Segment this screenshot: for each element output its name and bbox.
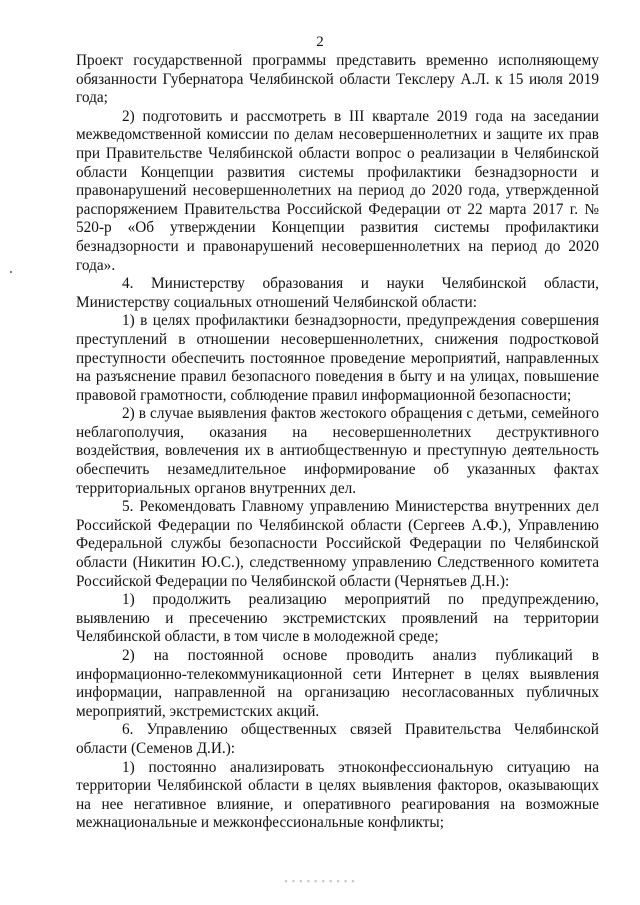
paragraph-point-4-item-2: 2) в случае выявления фактов жестокого обращения с детьми, семейного неблагополучия, оказания на несовершеннолетних деструктивного воздействия, вовлечения их в антиобщественную и преступную деятельность обеспечить незамедлительное информирование об указанных фактах территориальных органов внутренних дел. xyxy=(76,405,599,497)
footer-faint-stamp: ▪ ▪ ▪ ▪ ▪ ▪ ▪ ▪ ▪ ▪ xyxy=(284,876,356,886)
page-number: 2 xyxy=(316,34,324,50)
paragraph-point-5: 5. Рекомендовать Главному управлению Министерства внутренних дел Российской Федерации по Челябинской области (Сергеев А.Ф.), Управлению Федеральной службы безопасности Российской Федерации по Челябинской области (Никитин Ю.С.), следственному управлению Следственного комитета Российской Федерации по Челябинской области (Чернятьев Д.Н.): xyxy=(76,498,599,590)
paragraph-point-5-item-1: 1) продолжить реализацию мероприятий по предупреждению, выявлению и пресечению экстремистских проявлений на территории Челябинской области, в том числе в молодежной среде; xyxy=(76,591,599,646)
paragraph-item-2-podgotovit: 2) подготовить и рассмотреть в III квартале 2019 года на заседании межведомственной комиссии по делам несовершеннолетних и защите их прав при Правительстве Челябинской области вопрос о реализации в Челябинской области Концепции развития системы профилактики безнадзорности и правонарушений несовершеннолетних на период до 2020 года, утвержденной распоряжением Правительства Российской Федерации от 22 марта 2017 г. № 520-р «Об утверждении Концепции развития системы профилактики безнадзорности и правонарушений несовершеннолетних на период до 2020 года». xyxy=(76,107,599,274)
paragraph-point-6-item-1: 1) постоянно анализировать этноконфессиональную ситуацию на территории Челябинской области в целях выявления факторов, оказывающих на нее негативное влияние, и оперативного реагирования на возможные межнациональные и межконфессиональные конфликты; xyxy=(76,758,599,832)
paragraph-point-4-item-1: 1) в целях профилактики безнадзорности, предупреждения совершения преступлений в отношении несовершеннолетних, снижения подростковой преступности обеспечить постоянное проведение мероприятий, направленных на разъяснение правил безопасного поведения в быту и на улицах, повышение правовой грамотности, соблюдение правил информационной безопасности; xyxy=(76,312,599,404)
margin-mark xyxy=(10,271,12,273)
paragraph-point-5-item-2: 2) на постоянной основе проводить анализ публикаций в информационно-телекоммуникационной сети Интернет в целях выявления информации, направленной на организацию несогласованных публичных мероприятий, экстремистских акций. xyxy=(76,647,599,720)
document-body xyxy=(76,52,599,833)
paragraph-point-4: 4. Министерству образования и науки Челябинской области, Министерству социальных отношений Челябинской области: xyxy=(76,275,599,311)
paragraph-proekt: Проект государственной программы представить временно исполняющему обязанности Губернатора Челябинской области Текслеру А.Л. к 15 июля 2019 года; xyxy=(76,52,599,107)
paragraph-point-6: 6. Управлению общественных связей Правительства Челябинской области (Семенов Д.И.): xyxy=(76,721,599,757)
